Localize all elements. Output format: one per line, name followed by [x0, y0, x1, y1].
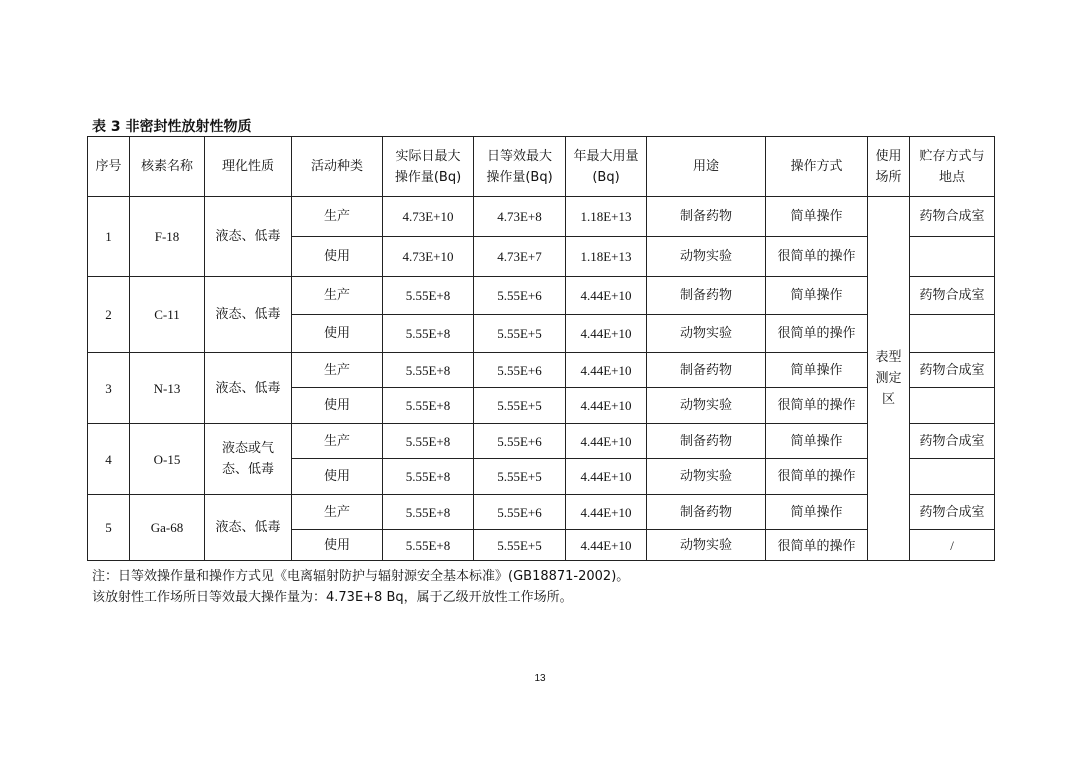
purpose-cell: 动物实验: [647, 388, 766, 424]
header-daily-max-line2: 操作量(Bq): [394, 169, 462, 185]
property-cell: [205, 353, 292, 424]
annual-cell: 1.18E+13: [566, 237, 647, 277]
annual-cell: 1.18E+13: [566, 197, 647, 237]
table-notes: [92, 566, 629, 608]
activity-cell: 生产: [292, 424, 383, 459]
property-line1: 液态、低毒: [215, 229, 281, 244]
storage-cell: [910, 237, 995, 277]
seq-cell: 2: [88, 277, 130, 353]
nuclide-cell: F-18: [130, 197, 205, 277]
annual-cell: 4.44E+10: [566, 388, 647, 424]
storage-cell: 药物合成室: [910, 197, 995, 237]
daily-eq-cell: 5.55E+6: [474, 495, 566, 530]
activity-cell: 生产: [292, 197, 383, 237]
daily-eq-cell: 5.55E+5: [474, 388, 566, 424]
seq-cell: 4: [88, 424, 130, 495]
operation-cell: 简单操作: [766, 495, 868, 530]
nuclide-cell: Ga-68: [130, 495, 205, 561]
header-site: [868, 137, 910, 197]
site-line2: 测定: [875, 371, 902, 386]
daily-max-cell: 5.55E+8: [383, 424, 474, 459]
property-line1: 液态、低毒: [215, 307, 281, 322]
daily-max-cell: 5.55E+8: [383, 388, 474, 424]
header-annual-line1: 年最大用量: [573, 148, 639, 164]
header-annual: [566, 137, 647, 197]
header-daily-eq: [474, 137, 566, 197]
table-header-row: [88, 137, 995, 197]
daily-eq-cell: 4.73E+8: [474, 197, 566, 237]
property-line1: 液态、低毒: [215, 520, 281, 535]
activity-cell: 使用: [292, 237, 383, 277]
daily-max-cell: 5.55E+8: [383, 495, 474, 530]
operation-cell: 简单操作: [766, 353, 868, 388]
daily-eq-cell: 5.55E+5: [474, 459, 566, 495]
purpose-cell: 制备药物: [647, 424, 766, 459]
seq-cell: 3: [88, 353, 130, 424]
operation-cell: 很简单的操作: [766, 237, 868, 277]
header-storage-line1: 贮存方式与: [919, 148, 985, 164]
note-workplace-classification: 该放射性工作场所日等效最大操作量为：4.73E+8 Bq，属于乙级开放性工作场所。: [92, 590, 573, 605]
purpose-cell: 动物实验: [647, 315, 766, 353]
seq-cell: 5: [88, 495, 130, 561]
site-cell: [868, 197, 910, 561]
operation-cell: 简单操作: [766, 424, 868, 459]
table-row: [88, 197, 995, 237]
header-daily-eq-line1: 日等效最大: [486, 148, 552, 164]
purpose-cell: 制备药物: [647, 197, 766, 237]
daily-eq-cell: 4.73E+7: [474, 237, 566, 277]
daily-max-cell: 5.55E+8: [383, 353, 474, 388]
header-storage: [910, 137, 995, 197]
property-line2: 态、低毒: [221, 462, 274, 477]
radioactive-materials-table: [87, 136, 995, 561]
daily-eq-cell: 5.55E+6: [474, 353, 566, 388]
annual-cell: 4.44E+10: [566, 315, 647, 353]
site-line1: 表型: [875, 350, 902, 365]
operation-cell: 很简单的操作: [766, 459, 868, 495]
storage-cell: [910, 388, 995, 424]
storage-cell: [910, 315, 995, 353]
annual-cell: 4.44E+10: [566, 459, 647, 495]
header-physchem: 理化性质: [205, 137, 292, 197]
table-row: [88, 424, 995, 459]
note-standard-reference: 注：日等效操作量和操作方式见《电离辐射防护与辐射源安全基本标准》(GB18871-2002)。: [92, 569, 630, 584]
storage-cell: 药物合成室: [910, 353, 995, 388]
property-cell: [205, 197, 292, 277]
activity-cell: 使用: [292, 530, 383, 561]
activity-cell: 生产: [292, 353, 383, 388]
storage-cell: 药物合成室: [910, 495, 995, 530]
header-daily-eq-line2: 操作量(Bq): [486, 169, 553, 185]
storage-cell: 药物合成室: [910, 277, 995, 315]
property-cell: [205, 424, 292, 495]
annual-cell: 4.44E+10: [566, 530, 647, 561]
seq-cell: 1: [88, 197, 130, 277]
daily-max-cell: 5.55E+8: [383, 530, 474, 561]
daily-eq-cell: 5.55E+6: [474, 277, 566, 315]
header-annual-line2: (Bq): [592, 169, 620, 185]
nuclide-cell: O-15: [130, 424, 205, 495]
daily-max-cell: 5.55E+8: [383, 277, 474, 315]
annual-cell: 4.44E+10: [566, 353, 647, 388]
header-operation: 操作方式: [766, 137, 868, 197]
storage-cell: 药物合成室: [910, 424, 995, 459]
operation-cell: 简单操作: [766, 197, 868, 237]
header-seq: 序号: [88, 137, 130, 197]
header-activity: 活动种类: [292, 137, 383, 197]
activity-cell: 生产: [292, 277, 383, 315]
annual-cell: 4.44E+10: [566, 424, 647, 459]
header-site-line2: 场所: [875, 169, 902, 185]
daily-max-cell: 4.73E+10: [383, 237, 474, 277]
property-cell: [205, 277, 292, 353]
activity-cell: 使用: [292, 459, 383, 495]
table-row: [88, 277, 995, 315]
header-purpose: 用途: [647, 137, 766, 197]
property-line1: 液态或气: [221, 441, 274, 456]
activity-cell: 生产: [292, 495, 383, 530]
table-caption: 表 3 非密封性放射性物质: [92, 119, 252, 135]
operation-cell: 很简单的操作: [766, 388, 868, 424]
purpose-cell: 动物实验: [647, 237, 766, 277]
daily-max-cell: 4.73E+10: [383, 197, 474, 237]
storage-cell: [910, 459, 995, 495]
daily-max-cell: 5.55E+8: [383, 315, 474, 353]
daily-eq-cell: 5.55E+6: [474, 424, 566, 459]
operation-cell: 很简单的操作: [766, 315, 868, 353]
storage-cell: /: [910, 530, 995, 561]
page-number: 13: [534, 673, 546, 684]
property-cell: [205, 495, 292, 561]
table-row: [88, 353, 995, 388]
site-line3: 区: [881, 392, 895, 407]
activity-cell: 使用: [292, 315, 383, 353]
header-storage-line2: 地点: [938, 169, 965, 185]
purpose-cell: 动物实验: [647, 530, 766, 561]
purpose-cell: 制备药物: [647, 353, 766, 388]
header-daily-max-line1: 实际日最大: [395, 148, 461, 164]
purpose-cell: 制备药物: [647, 495, 766, 530]
header-daily-max: [383, 137, 474, 197]
operation-cell: 简单操作: [766, 277, 868, 315]
purpose-cell: 制备药物: [647, 277, 766, 315]
daily-eq-cell: 5.55E+5: [474, 315, 566, 353]
annual-cell: 4.44E+10: [566, 277, 647, 315]
daily-eq-cell: 5.55E+5: [474, 530, 566, 561]
table-row: [88, 495, 995, 530]
header-site-line1: 使用: [875, 148, 902, 164]
daily-max-cell: 5.55E+8: [383, 459, 474, 495]
nuclide-cell: C-11: [130, 277, 205, 353]
purpose-cell: 动物实验: [647, 459, 766, 495]
nuclide-cell: N-13: [130, 353, 205, 424]
property-line1: 液态、低毒: [215, 380, 281, 396]
activity-cell: 使用: [292, 388, 383, 424]
operation-cell: 很简单的操作: [766, 530, 868, 561]
header-nuclide: 核素名称: [130, 137, 205, 197]
annual-cell: 4.44E+10: [566, 495, 647, 530]
